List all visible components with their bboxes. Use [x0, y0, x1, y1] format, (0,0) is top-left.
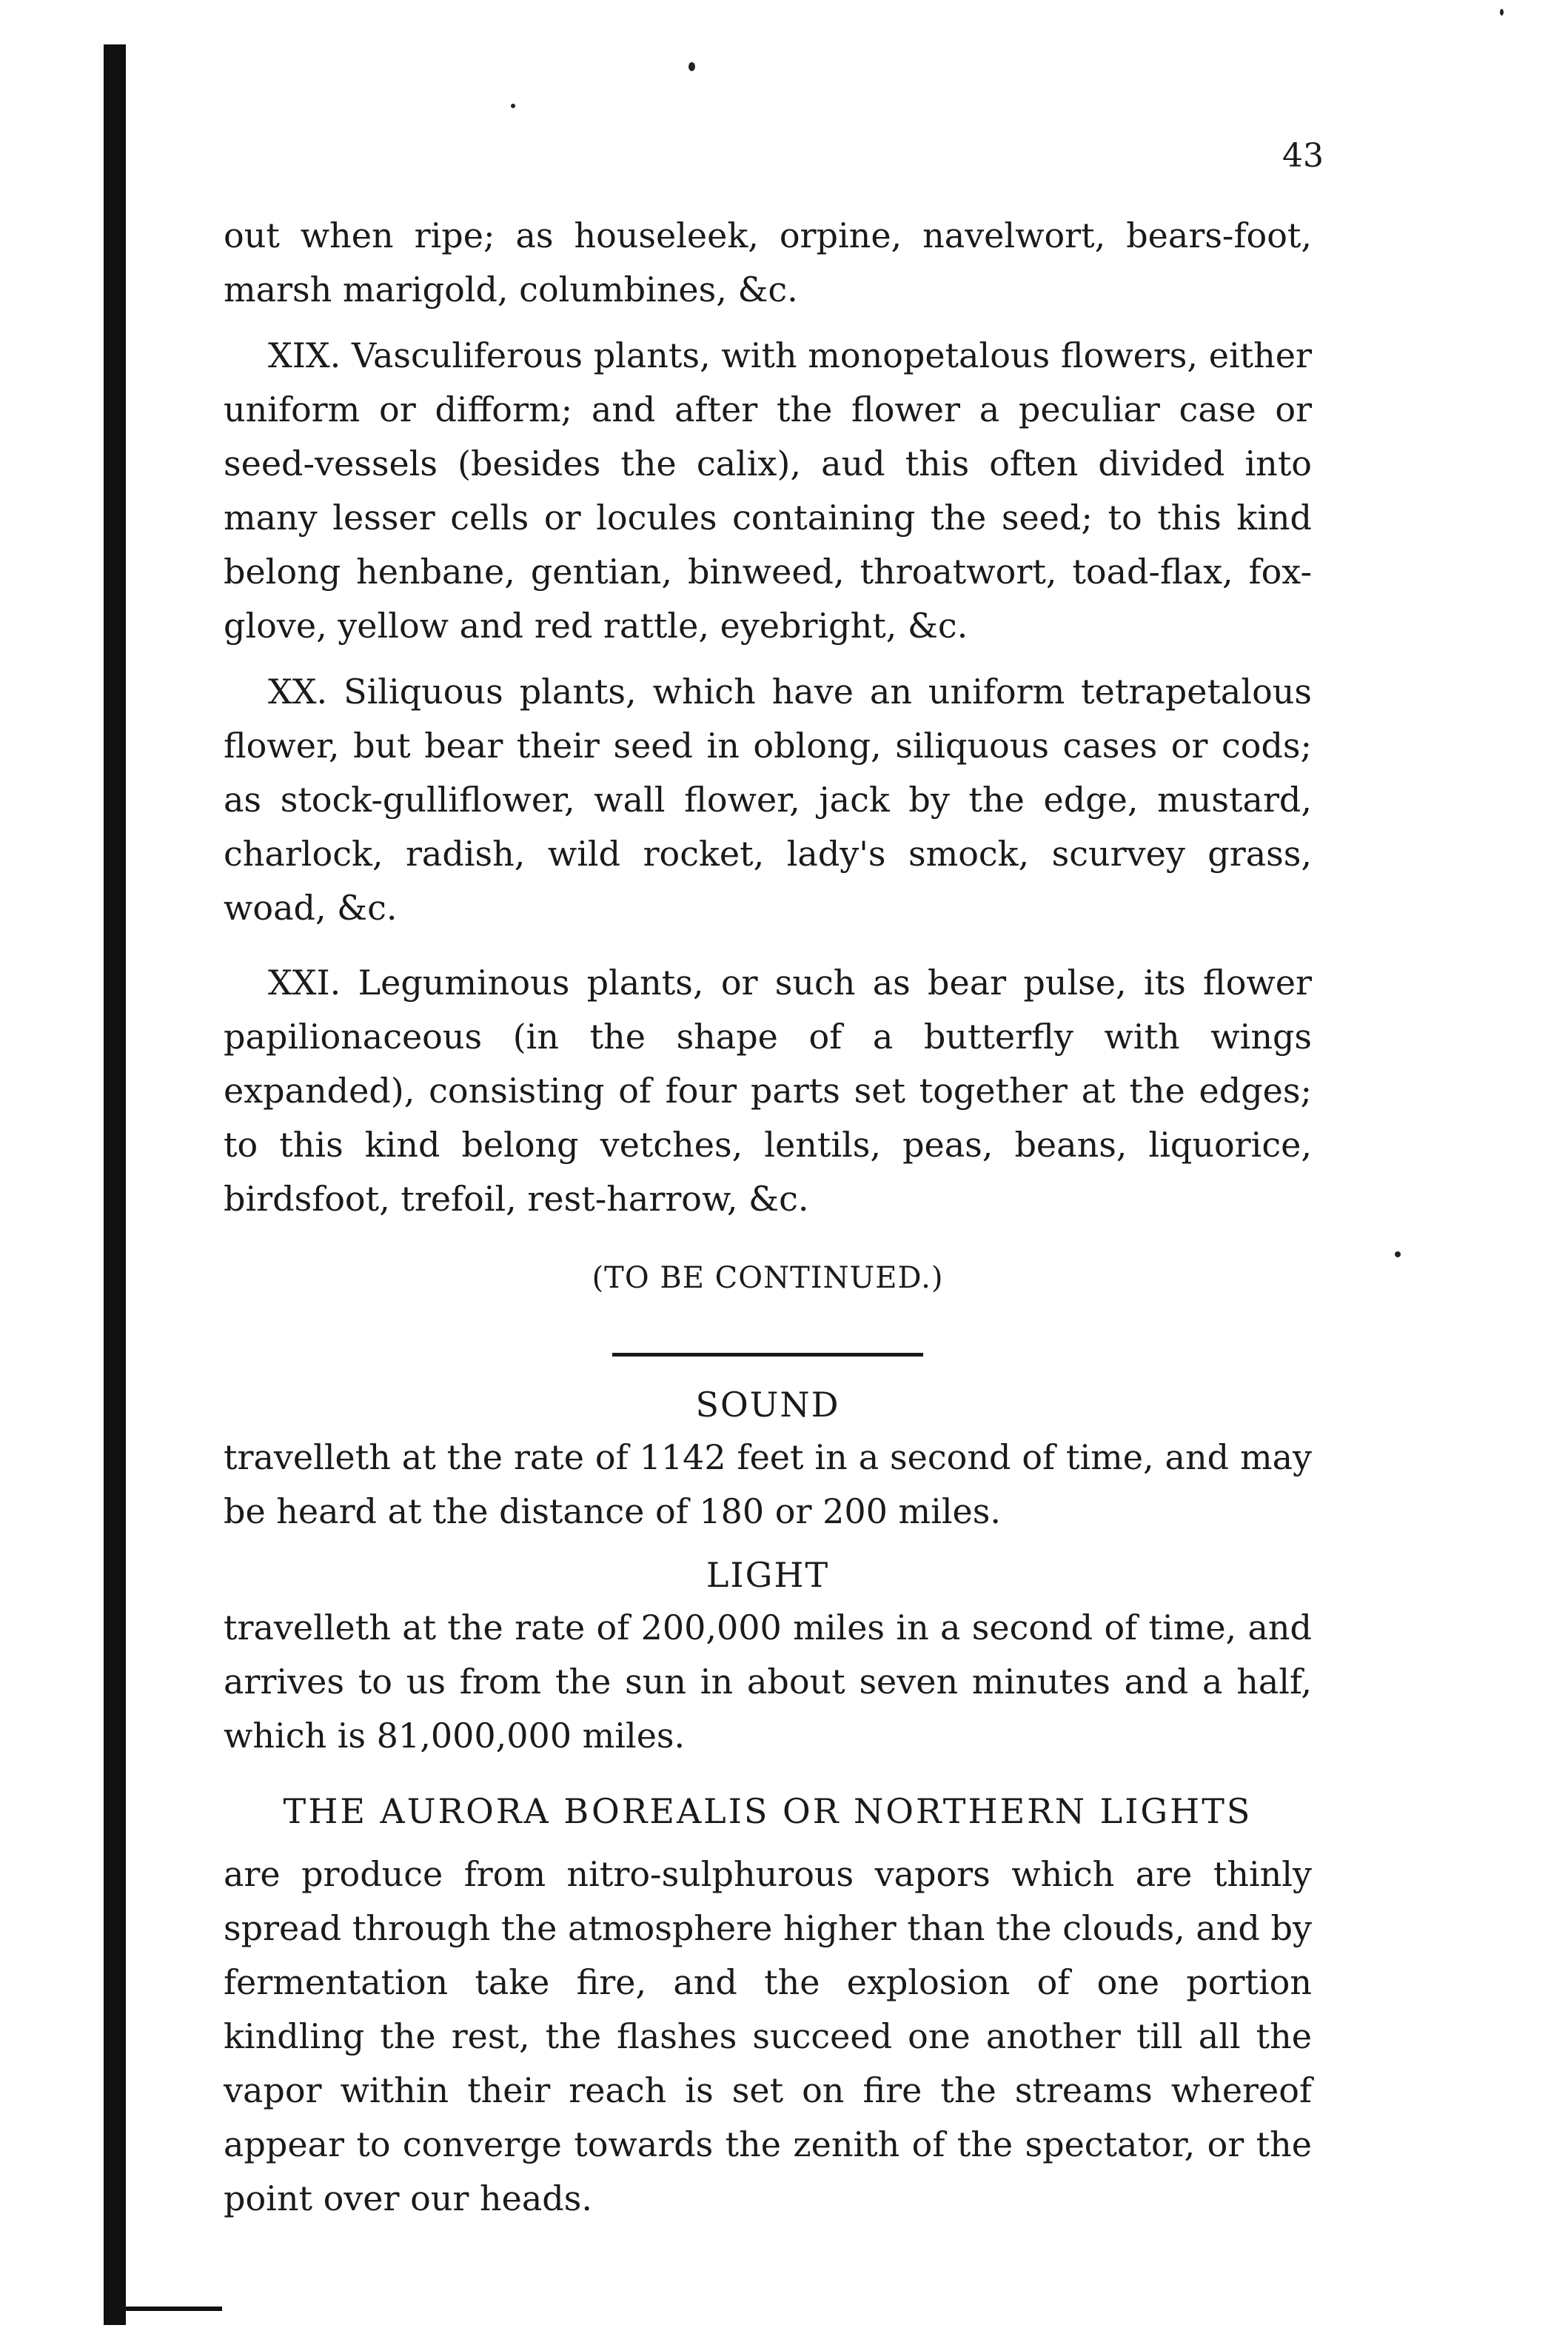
paragraph-class-xxi: XXI. Leguminous plants, or such as bear pulse, its flower papilionaceous (in the shape of a butterfly with wings expanded), consisting of four parts set together at the edges; to this kind belong vetches, lentils, peas, beans, liquorice, birdsfoot, trefoil, rest-harrow, &c.	[224, 963, 1312, 1219]
light-text: travelleth at the rate of 200,000 miles in a second of time, and arrives to us from the sun in about seven minutes and a half, which is 81,000,000 miles.	[224, 1608, 1312, 1756]
ink-speck	[1500, 9, 1504, 16]
aurora-heading: THE AURORA BOREALIS OR NORTHERN LIGHTS	[283, 1791, 1253, 1831]
section-divider	[612, 1353, 923, 1357]
ink-speck	[511, 104, 515, 108]
page-number: 43	[1282, 137, 1324, 175]
aurora-text: are produce from nitro-sulphurous vapors which are thinly spread through the atmosphere higher than the clouds, and by fermentation take fire, and the explosion of one portion kindling the rest, the flashes succeed one another till all the vapor within their reach is set on fire the streams whereof appear to converge towards the zenith of the spectator, or the point over our heads.	[224, 1854, 1312, 2218]
binding-edge	[104, 44, 126, 2325]
paragraph-class-xix: XIX. Vasculiferous plants, with monopetalous flowers, either uniform or difform; and after the flower a peculiar case or seed-vessels (besides the calix), aud this often divided into many lesser cells or locules containing the seed; to this kind belong henbane, gentian, binweed, throatwort, toad-flax, fox-glove, yellow and red rattle, eyebright, &c.	[224, 335, 1312, 646]
light-heading: LIGHT	[706, 1555, 830, 1595]
sound-text: travelleth at the rate of 1142 feet in a second of time, and may be heard at the distance of 180 or 200 miles.	[224, 1437, 1312, 1531]
ink-speck	[1395, 1251, 1401, 1257]
ink-speck	[688, 62, 695, 71]
to-be-continued-note: (TO BE CONTINUED.)	[592, 1261, 944, 1295]
text-column	[224, 209, 1312, 2226]
paragraph-continuation: out when ripe; as houseleek, orpine, navelwort, bears-foot, marsh marigold, columbines, &c.	[224, 215, 1312, 310]
binding-foot	[104, 2307, 222, 2311]
sound-heading: SOUND	[695, 1385, 840, 1425]
paragraph-class-xx: XX. Siliquous plants, which have an uniform tetrapetalous flower, but bear their seed in oblong, siliquous cases or cods; as stock-gulliflower, wall flower, jack by the edge, mustard, charlock, radish, wild rocket, lady's smock, scurvey grass, woad, &c.	[224, 672, 1312, 928]
